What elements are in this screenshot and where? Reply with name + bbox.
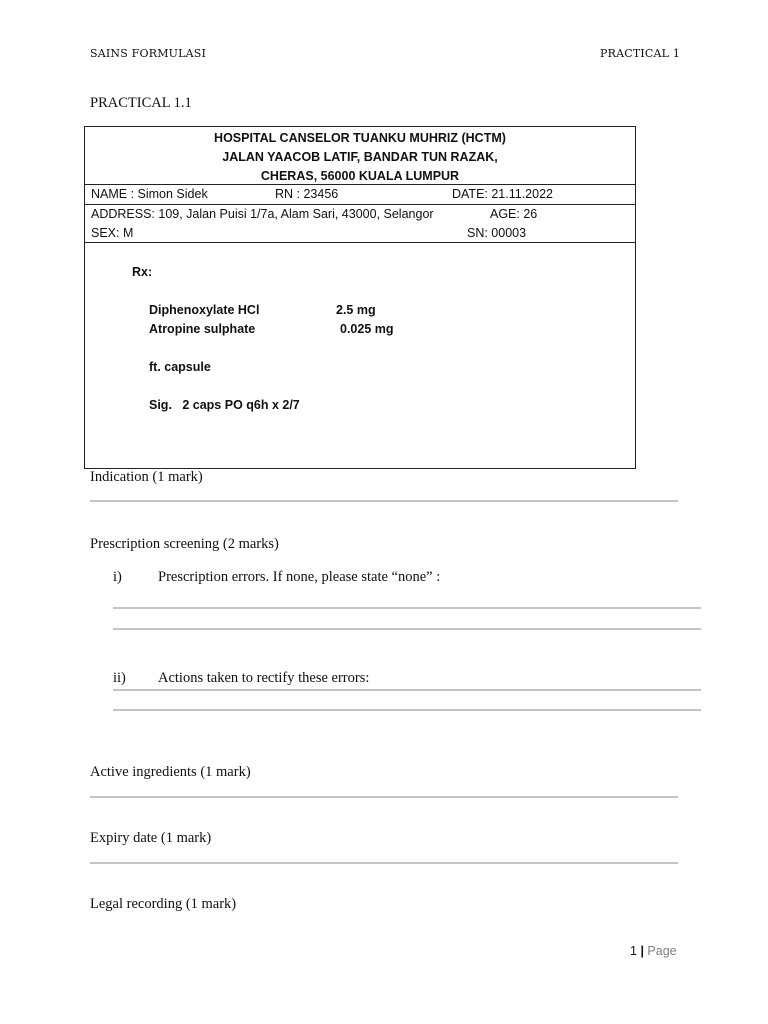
page-separator: | bbox=[640, 944, 644, 958]
header-left: SAINS FORMULASI bbox=[90, 47, 207, 60]
answer-line[interactable] bbox=[113, 628, 701, 630]
page-word: Page bbox=[647, 944, 677, 958]
prescription-date: DATE: 21.11.2022 bbox=[452, 187, 553, 201]
subquestion-errors: Prescription errors. If none, please state “none” : bbox=[158, 569, 441, 585]
patient-address: ADDRESS: 109, Jalan Puisi 1/7a, Alam Sari, 43000, Selangor bbox=[91, 207, 434, 221]
header-right: PRACTICAL 1 bbox=[600, 47, 681, 60]
answer-line[interactable] bbox=[113, 709, 701, 711]
divider bbox=[85, 242, 635, 243]
patient-rn: RN : 23456 bbox=[275, 187, 339, 201]
drug-dose: 0.025 mg bbox=[340, 322, 394, 336]
patient-age: AGE: 26 bbox=[490, 207, 538, 221]
question-active-ingredients: Active ingredients (1 mark) bbox=[90, 764, 251, 780]
answer-line[interactable] bbox=[90, 500, 678, 502]
subquestion-number: i) bbox=[113, 569, 122, 585]
drug-name: Diphenoxylate HCl bbox=[149, 303, 260, 317]
hospital-name: HOSPITAL CANSELOR TUANKU MUHRIZ (HCTM) bbox=[214, 131, 506, 145]
question-indication: Indication (1 mark) bbox=[90, 469, 203, 485]
divider bbox=[85, 184, 635, 185]
question-expiry-date: Expiry date (1 mark) bbox=[90, 830, 212, 846]
drug-dose: 2.5 mg bbox=[336, 303, 376, 317]
prescription-form bbox=[84, 126, 636, 469]
subquestion-actions: Actions taken to rectify these errors: bbox=[158, 670, 370, 686]
answer-line[interactable] bbox=[90, 796, 678, 798]
divider bbox=[85, 204, 635, 205]
subquestion-number: ii) bbox=[113, 670, 126, 686]
rx-label: Rx: bbox=[132, 265, 153, 279]
page-number: 1 bbox=[630, 944, 637, 958]
answer-line[interactable] bbox=[113, 607, 701, 609]
hospital-address-1: JALAN YAACOB LATIF, BANDAR TUN RAZAK, bbox=[222, 150, 498, 164]
hospital-address-2: CHERAS, 56000 KUALA LUMPUR bbox=[260, 169, 460, 183]
drug-name: Atropine sulphate bbox=[149, 322, 256, 336]
section-title: PRACTICAL 1.1 bbox=[90, 95, 192, 111]
serial-number: SN: 00003 bbox=[467, 226, 527, 240]
answer-line[interactable] bbox=[113, 689, 701, 691]
patient-name: NAME : Simon Sidek bbox=[91, 187, 208, 201]
question-screening: Prescription screening (2 marks) bbox=[90, 536, 279, 552]
page-footer bbox=[630, 944, 677, 958]
question-legal-recording: Legal recording (1 mark) bbox=[90, 896, 237, 912]
patient-sex: SEX: M bbox=[91, 226, 134, 240]
dosage-form: ft. capsule bbox=[149, 360, 211, 374]
hospital-header bbox=[85, 129, 635, 186]
answer-line[interactable] bbox=[90, 862, 678, 864]
signa: Sig. 2 caps PO q6h x 2/7 bbox=[149, 398, 300, 412]
